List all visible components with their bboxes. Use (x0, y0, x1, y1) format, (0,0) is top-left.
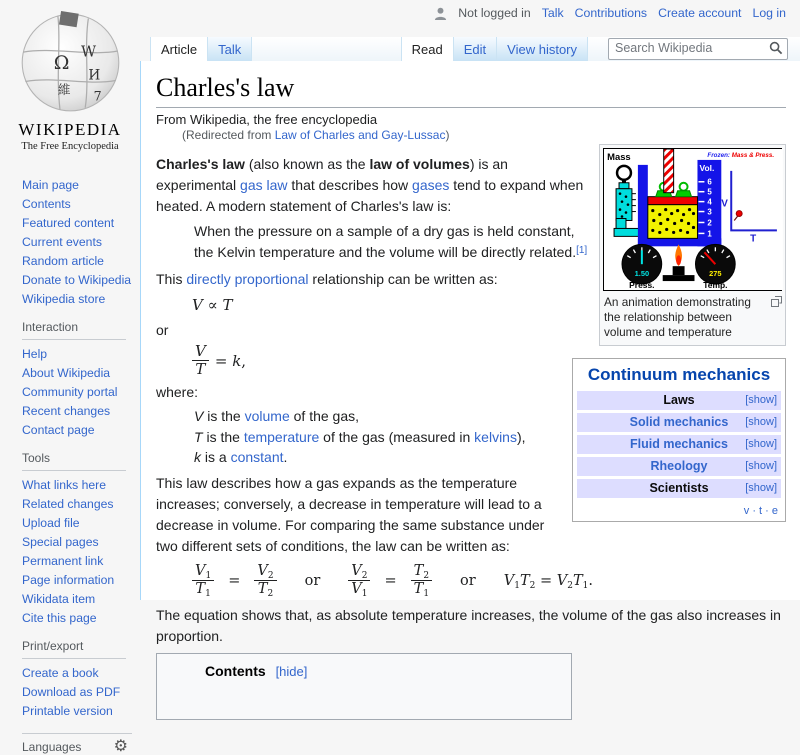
text-run: of the gas (measured in (319, 428, 475, 445)
svg-text:W: W (80, 43, 96, 61)
svg-text:И: И (87, 67, 100, 84)
text-run: V (503, 572, 515, 589)
text-run: This (156, 271, 187, 287)
toc-hide-toggle[interactable]: [hide] (275, 663, 308, 679)
text-run: V (351, 581, 362, 597)
piston-rod (664, 149, 674, 193)
weight (676, 191, 692, 197)
animation-thumbnail (599, 144, 786, 346)
sidebar-portal-tools (0, 451, 140, 626)
infobox-row-solid-mechanics (577, 413, 781, 432)
login-status: Not logged in (458, 6, 531, 20)
text-run: 2 (267, 571, 274, 581)
sidebar-item-download-as-pdf[interactable]: Download as PDF (22, 685, 121, 699)
sidebar-item-featured-content[interactable]: Featured content (22, 216, 115, 230)
infobox-row-label[interactable]: Solid mechanics (629, 415, 729, 429)
wikilink[interactable]: volume (244, 408, 290, 424)
infobox-row-fluid-mechanics (577, 435, 781, 454)
sidebar-portal-main (0, 178, 140, 307)
data-point (736, 211, 742, 217)
tab-read[interactable]: Read (401, 37, 454, 62)
vol-label: Vol. (699, 162, 715, 173)
sidebar-item-cite-this-page[interactable]: Cite this page (22, 611, 97, 625)
sidebar-item-page-information[interactable]: Page information (22, 573, 115, 587)
text-run: 1 (582, 580, 589, 591)
sidebar-item-permanent-link[interactable]: Permanent link (22, 554, 104, 568)
page-header (140, 0, 800, 61)
sidebar-item-help[interactable]: Help (22, 347, 48, 361)
infobox-row-label[interactable]: Fluid mechanics (630, 437, 728, 451)
text-run: V (195, 563, 206, 579)
portal-heading: Tools (22, 451, 126, 471)
text-run: = (214, 351, 233, 370)
text-run: 2 (567, 580, 573, 591)
redirect-link[interactable]: Law of Charles and Gay-Lussac (274, 128, 446, 142)
text-run: is a (201, 449, 231, 465)
svg-text:7: 7 (93, 88, 102, 104)
text-run: T (413, 581, 424, 597)
frozen-legend: Frozen: Mass & Press. (707, 151, 775, 159)
personal-talk-link[interactable]: Talk (541, 6, 564, 20)
show-toggle[interactable]: [show] (745, 482, 777, 494)
search-zone (588, 37, 800, 61)
sidebar-item-main-page[interactable]: Main page (22, 178, 79, 192)
text-run: 1 (361, 589, 368, 599)
text-run: 1 (205, 589, 211, 599)
sidebar-item-what-links-here[interactable]: What links here (22, 478, 106, 492)
text-run: When the pressure on a sample of a dry gas is held constant, the Kelvin temperature and the volume will be directly related. (194, 223, 577, 260)
sidebar-item-contact[interactable]: Contact page (22, 423, 95, 437)
text-run: ∝ (202, 296, 223, 314)
text-run: . (588, 572, 593, 589)
wikilink[interactable]: [1] (576, 245, 588, 256)
vessel-left-wall (638, 165, 648, 246)
portal-heading: Print/export (22, 639, 126, 659)
syringe-body (616, 189, 632, 221)
text-run: V (257, 563, 268, 579)
formula-v-over-t (192, 344, 562, 377)
temperature-value: 275 (709, 269, 722, 279)
where-label: where: (156, 384, 199, 400)
infobox-row-label[interactable]: Laws (663, 393, 695, 407)
text-run: T (222, 296, 233, 314)
text-run: . (283, 449, 288, 465)
tab-spacer (140, 37, 150, 61)
tab-gap (252, 37, 400, 61)
text-run: T (413, 563, 424, 579)
sidebar-portal-print-export (0, 639, 140, 719)
text-run: law of volumes (369, 156, 470, 172)
temperature-label: Temp. (703, 280, 728, 291)
text-run: ), (516, 428, 526, 445)
wikilink[interactable]: gas law (240, 177, 288, 193)
svg-text:2: 2 (707, 218, 712, 228)
sidebar-item-contents[interactable]: Contents (22, 197, 71, 211)
text-run: V (192, 296, 203, 314)
burner-stand (663, 275, 695, 281)
text-run: 2 (361, 571, 368, 581)
sidebar-item-store[interactable]: Wikipedia store (22, 292, 106, 306)
conclusion-paragraph: The equation shows that, as absolute temperature increases, the volume of the gas also increases in proportion. (156, 606, 781, 644)
text-run: 2 (529, 580, 536, 591)
text-run: of the gas, (289, 408, 360, 424)
infobox-row-scientists (577, 479, 781, 498)
text-run: T (195, 581, 206, 597)
text-run: (also known as the (244, 156, 370, 172)
article-content (140, 61, 800, 679)
sidebar-item-recent-changes[interactable]: Recent changes (22, 404, 111, 418)
toc-title: Contents (205, 662, 266, 679)
site-subtitle: From Wikipedia, the free encyclopedia (156, 112, 378, 127)
formula-comparison-row: $\frac{V_1}{T_1}$ = $\frac{V_2}{T_2}$ or $\frac{V_2}{V_1}$ = $\frac{T_2}{T_1}$ or $V_1T_2 = V_2T_1$. (192, 563, 786, 599)
text-run: relationship can be written as: (308, 271, 498, 287)
text-run: V (556, 572, 568, 589)
redirect-note (182, 129, 786, 142)
sidebar-item-donate[interactable]: Donate to Wikipedia (22, 273, 132, 287)
pressure-value: 1.50 (634, 269, 650, 279)
page-title: Charles's law (156, 73, 786, 108)
sidebar-item-create-a-book[interactable]: Create a book (22, 666, 99, 680)
text-run: T (194, 428, 203, 445)
animation-image[interactable] (603, 148, 782, 291)
text-run: is the (203, 408, 245, 424)
svg-text:Ω: Ω (53, 51, 69, 74)
t-axis-label: T (750, 233, 757, 245)
text-run: ) is an experimental (156, 156, 508, 193)
svg-text:5: 5 (707, 187, 712, 197)
wikilink[interactable]: temperature (243, 428, 320, 445)
text-run: Charles's law (156, 156, 245, 172)
sidebar-item-special-pages[interactable]: Special pages (22, 535, 99, 549)
text-run: T (257, 581, 268, 597)
portal-heading: Interaction (22, 320, 126, 340)
table-of-contents (156, 653, 572, 720)
comparison-paragraph: This law describes how a gas expands as the temperature increases; conversely, a decrease in temperature will lead to a decrease in volume. For comparing the same substance under two different sets of conditions, the law can be written as: (156, 474, 545, 554)
text-run: tend to expand when heated. A modern statement of Charles's law is: (156, 177, 584, 214)
wikilink[interactable]: directly proportional (186, 271, 309, 287)
tab-bar (140, 37, 800, 62)
wikilink[interactable]: gases (412, 177, 450, 193)
show-toggle[interactable]: [show] (745, 394, 777, 406)
svg-text:1: 1 (707, 229, 712, 239)
text-run: that describes how (287, 177, 413, 193)
portal-heading: Languages (22, 740, 82, 754)
piston (648, 197, 698, 205)
wikipedia-logo[interactable] (0, 0, 140, 152)
text-run: T (572, 572, 583, 589)
sidebar-portal-interaction (0, 320, 140, 438)
sidebar-item-printable-version[interactable]: Printable version (22, 704, 113, 718)
personal-bar (434, 6, 786, 20)
text-run: T (519, 572, 530, 589)
text-run: V (194, 408, 204, 424)
search-button[interactable] (767, 40, 785, 58)
personal-contributions-link[interactable]: Contributions (574, 6, 648, 20)
infobox-row-label[interactable]: Scientists (649, 481, 709, 495)
svg-text:維: 維 (57, 82, 70, 98)
enlarge-icon[interactable] (771, 296, 782, 311)
search-box (608, 38, 788, 60)
wikilink[interactable]: kelvins (474, 428, 517, 445)
caption-text: An animation demonstrating the relationship between volume and temperature (604, 295, 751, 339)
wikipedia-globe-icon (18, 8, 123, 113)
text-run: V (351, 563, 362, 579)
v-axis-label: V (721, 198, 728, 210)
sidebar-portal-languages (22, 733, 132, 754)
search-input[interactable] (609, 39, 767, 57)
redirect-suffix: ) (445, 128, 450, 142)
show-toggle[interactable]: [show] (745, 438, 777, 450)
tab-talk[interactable]: Talk (208, 37, 252, 61)
personal-log-in-link[interactable]: Log in (752, 6, 786, 20)
or-word: or (156, 322, 169, 338)
logo-tagline: The Free Encyclopedia (21, 141, 119, 152)
sidebar-item-current-events[interactable]: Current events (22, 235, 102, 249)
tab-edit[interactable]: Edit (454, 37, 497, 61)
text-run: 2 (423, 571, 430, 581)
pressure-label: Press. (629, 280, 655, 291)
continuum-mechanics-infobox (572, 358, 786, 522)
search-icon (769, 41, 783, 55)
sidebar-item-random-article[interactable]: Random article (22, 254, 104, 268)
user-icon (434, 7, 447, 20)
sidebar-item-related-changes[interactable]: Related changes (22, 497, 114, 511)
text-run: T (195, 360, 206, 378)
sidebar-item-wikidata-item[interactable]: Wikidata item (22, 592, 96, 606)
text-run: 1 (205, 571, 212, 581)
text-run: is the (202, 428, 244, 445)
sidebar-item-community-portal[interactable]: Community portal (22, 385, 118, 399)
svg-text:6: 6 (707, 177, 712, 187)
text-run: = (535, 572, 557, 589)
text-run: V (195, 342, 206, 360)
text-run: , (241, 351, 247, 370)
personal-create-account-link[interactable]: Create account (658, 6, 742, 20)
infobox-title[interactable]: Continuum mechanics (587, 365, 771, 384)
infobox-row-rheology (577, 457, 781, 476)
svg-text:4: 4 (707, 197, 712, 207)
sidebar (0, 0, 140, 755)
tab-view-history[interactable]: View history (497, 37, 588, 61)
text-run: 1 (423, 589, 430, 599)
wikilink[interactable]: constant (230, 449, 284, 465)
sidebar-item-upload-file[interactable]: Upload file (22, 516, 80, 530)
show-toggle[interactable]: [show] (745, 460, 777, 472)
tab-article[interactable]: Article (150, 37, 208, 62)
text-run: k (232, 351, 242, 370)
logo-wordmark: WIKIPEDIA (18, 120, 122, 139)
sidebar-item-about[interactable]: About Wikipedia (22, 366, 111, 380)
infobox-row-laws (577, 391, 781, 410)
svg-text:3: 3 (707, 207, 712, 217)
text-run: 2 (267, 589, 274, 599)
gear-icon[interactable]: ⚙ (113, 738, 128, 755)
show-toggle[interactable]: [show] (745, 416, 777, 428)
redirect-prefix: (Redirected from (182, 128, 275, 142)
thumbnail-caption (603, 291, 782, 342)
infobox-row-label[interactable]: Rheology (650, 459, 708, 473)
mass-label: Mass (607, 150, 631, 162)
text-run: k (194, 449, 201, 465)
text-run: 1 (514, 580, 520, 591)
vte-links[interactable]: v · t · e (743, 505, 778, 517)
